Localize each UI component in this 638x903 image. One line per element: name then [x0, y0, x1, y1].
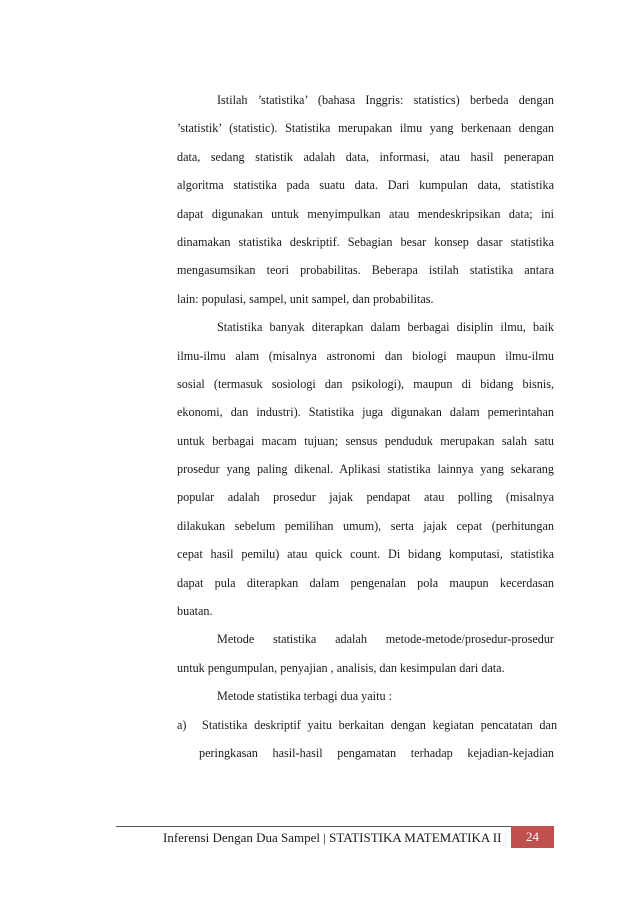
footer-title: Inferensi Dengan Dua Sampel | STATISTIKA MATEMATIKA II: [163, 830, 502, 845]
paragraph-1-line-7: mengasumsikan teori probabilitas. Beberapa istilah statistika antara: [177, 263, 554, 278]
paragraph-2-line-8: dilakukan sebelum pemilihan umum), serta jajak cepat (perhitungan: [177, 518, 554, 533]
paragraph-2-line-10: dapat pula diterapkan dalam pengenalan pola maupun kecerdasan: [177, 575, 554, 590]
paragraph-1-line-1: Istilah ’statistika’ (bahasa Inggris: statistics) berbeda dengan: [217, 93, 554, 107]
paragraph-2-line-1: Statistika banyak diterapkan dalam berbagai disiplin ilmu, baik: [217, 320, 554, 335]
list-item-a-text-1: Statistika deskriptif yaitu berkaitan dengan kegiatan pencatatan dan: [202, 717, 558, 732]
paragraph-3-line-1: Metode statistika adalah metode-metode/prosedur-prosedur: [217, 632, 554, 647]
paragraph-1-line-4: algoritma statistika pada suatu data. Dari kumpulan data, statistika: [177, 178, 554, 193]
paragraph-1-line-8: lain: populasi, sampel, unit sampel, dan probabilitas.: [177, 291, 434, 306]
body-text: [177, 86, 558, 767]
paragraph-2-line-3: sosial (termasuk sosiologi dan psikologi), maupun di bidang bisnis,: [177, 376, 554, 391]
list-item-a-line-1: [177, 711, 558, 739]
paragraph-1-line-5: dapat digunakan untuk menyimpulkan atau mendeskripsikan data; ini: [177, 206, 554, 221]
list-marker: a): [177, 717, 187, 732]
paragraph-3-line-2: untuk pengumpulan, penyajian , analisis, dan kesimpulan dari data.: [177, 660, 505, 675]
paragraph-2-line-2: ilmu-ilmu alam (misalnya astronomi dan biologi maupun ilmu-ilmu: [177, 348, 554, 363]
paragraph-2-line-11: buatan.: [177, 604, 213, 619]
paragraph-1-line-3: data, sedang statistik adalah data, informasi, atau hasil penerapan: [177, 149, 554, 164]
paragraph-2-line-9: cepat hasil pemilu) atau quick count. Di bidang komputasi, statistika: [177, 547, 554, 562]
page-number-badge: 24: [511, 826, 554, 848]
paragraph-1-line-6: dinamakan statistika deskriptif. Sebagian besar konsep dasar statistika: [177, 234, 554, 249]
footer-divider: [116, 826, 554, 827]
paragraph-2-line-5: untuk berbagai macam tujuan; sensus penduduk merupakan salah satu: [177, 433, 554, 448]
paragraph-1-line-2: ’statistik’ (statistic). Statistika merupakan ilmu yang berkenaan dengan: [177, 121, 554, 136]
list-item-a: [177, 711, 558, 768]
paragraph-2-line-4: ekonomi, dan industri). Statistika juga digunakan dalam pemerintahan: [177, 405, 554, 420]
list-item-a-line-2: peringkasan hasil-hasil pengamatan terhadap kejadian-kejadian: [199, 745, 554, 760]
paragraph-4: Metode statistika terbagi dua yaitu :: [217, 689, 392, 704]
paragraph-2-line-6: prosedur yang paling dikenal. Aplikasi statistika lainnya yang sekarang: [177, 462, 554, 477]
paragraph-2-line-7: popular adalah prosedur jajak pendapat atau polling (misalnya: [177, 490, 554, 505]
